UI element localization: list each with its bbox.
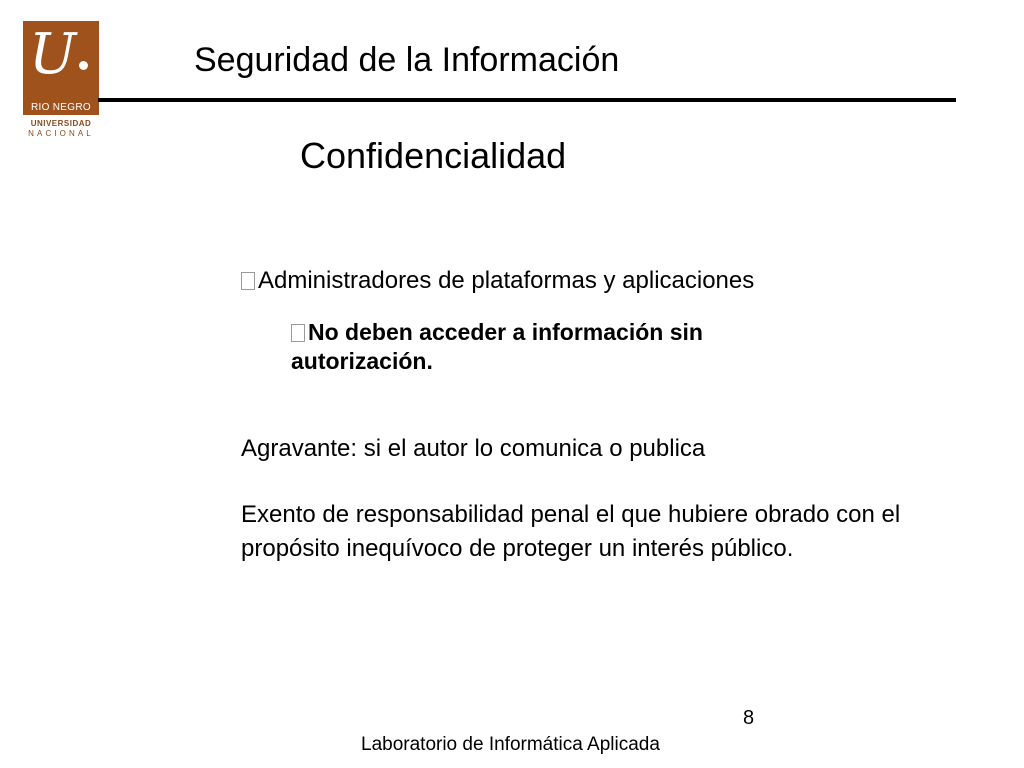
header-divider (98, 98, 956, 102)
logo-region: RIO NEGRO (23, 100, 99, 115)
sub-bullet-item (291, 318, 851, 376)
footer-text: Laboratorio de Informática Aplicada (361, 734, 660, 755)
logo-mark: U (29, 22, 77, 87)
paragraph-exento: Exento de responsabilidad penal el que hubiere obrado con el propósito inequívoco de proteger un interés público. (241, 501, 901, 562)
logo-badge (23, 21, 99, 100)
logo-line-1: UNIVERSIDAD (30, 119, 92, 128)
header-title: Seguridad de la Información (194, 41, 620, 79)
bullet-item (241, 265, 754, 297)
bullet-icon (291, 324, 305, 342)
paragraph-agravante: Agravante: si el autor lo comunica o publica (241, 435, 706, 462)
logo-dot-icon (79, 61, 88, 70)
bullet-icon (241, 272, 255, 290)
page-number: 8 (743, 707, 755, 729)
bullet-text: Administradores de plataformas y aplicaciones (258, 267, 755, 294)
slide-title: Confidencialidad (300, 135, 567, 176)
logo-line-2: NACIONAL (28, 129, 94, 138)
university-logo (23, 21, 99, 139)
sub-bullet-text: No deben acceder a información sin autorización. (291, 319, 703, 374)
